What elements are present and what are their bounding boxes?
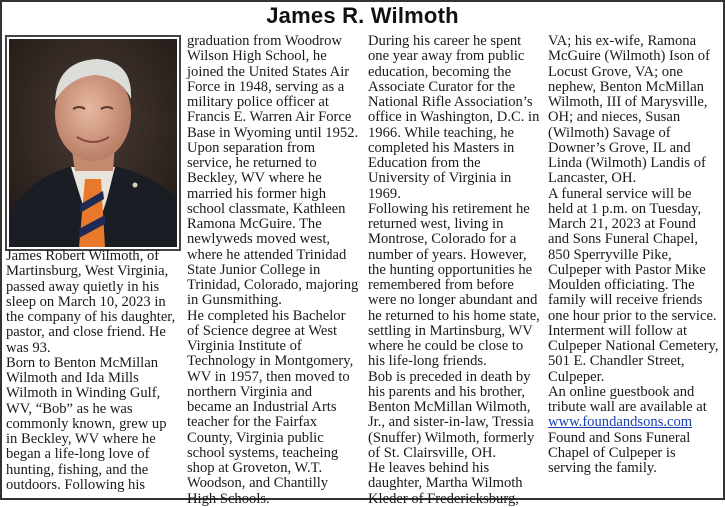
text-line: in Gunsmithing.	[187, 292, 282, 309]
text-line: held at 1 p.m. on Tuesday,	[548, 200, 702, 217]
text-line: Moulden officiating. The	[548, 277, 695, 293]
text-line: 1969.	[368, 185, 401, 202]
column-2	[187, 34, 358, 507]
text-line: OH; and nieces, Susan	[548, 109, 681, 126]
text-line: Ramona McGuire. The	[187, 216, 322, 232]
text-line: James Robert Wilmoth, of	[6, 248, 160, 264]
text-line: (Wilmoth) Savage of	[548, 124, 671, 141]
text-line: 1966. While teaching, he	[368, 124, 515, 141]
text-line: University of Virginia in	[368, 170, 512, 187]
text-line: teacher for the Fairfax	[187, 414, 318, 431]
text-line: settling in Martinsburg, WV	[368, 322, 533, 339]
text-line: Force in 1948, serving as a	[187, 78, 345, 95]
text-line: graduation from Woodrow	[187, 33, 343, 49]
text-line: were no longer abundant and	[368, 292, 538, 309]
text-line: Woodson, and Chantilly	[187, 475, 329, 492]
text-line: National Rifle Association’s	[368, 94, 533, 110]
text-line: the company of his daughter,	[6, 309, 176, 325]
text-line: began a life-long love of	[6, 446, 150, 463]
text-line: tribute wall are available at	[548, 399, 707, 415]
text-line: Wilmoth and Ida Mills	[6, 370, 139, 386]
text-line: WV, “Bob” as he was	[6, 400, 133, 417]
text-line: Wilmoth, III of Marysville,	[548, 94, 708, 110]
text-line: McGuire (Wilmoth) Ison of	[548, 48, 710, 65]
text-line: nephew, Benton McMillan	[548, 78, 704, 95]
text-line: remembered from before	[368, 277, 514, 293]
text-line: in Beckley, WV where he	[6, 431, 156, 447]
text-line: returned west, living in	[368, 216, 504, 232]
text-line: one year away from public	[368, 48, 525, 65]
text-line: Linda (Wilmoth) Landis of	[548, 155, 706, 171]
text-line: sleep on March 10, 2023 in	[6, 293, 166, 310]
portrait-photo	[5, 35, 181, 251]
text-line: married his former high	[187, 185, 327, 202]
text-line: Jr., and sister-in-law, Tressia	[368, 414, 534, 431]
text-line: joined the United States Air	[187, 63, 350, 80]
text-line: Lancaster, OH.	[548, 170, 637, 187]
text-line: Education from the	[368, 155, 481, 171]
text-line: Beckley, WV where he	[187, 170, 322, 187]
text-line: newlyweds moved west,	[187, 231, 331, 248]
guestbook-link[interactable]: www.foundandsons.com	[548, 414, 693, 431]
text-line: Upon separation from	[187, 139, 316, 156]
text-line: Locust Grove, VA; one	[548, 63, 683, 80]
column-1	[6, 249, 175, 493]
text-line: completed his Masters in	[368, 139, 515, 156]
text-line: Francis E. Warren Air Force	[187, 109, 352, 126]
text-line: school classmate, Kathleen	[187, 200, 346, 217]
text-line: Technology in Montgomery,	[187, 353, 354, 370]
text-line: hunting, fishing, and the	[6, 461, 149, 478]
text-line: State Junior College in	[187, 261, 321, 278]
text-line: 850 Sperryville Pike,	[548, 246, 672, 263]
text-line: office in Washington, D.C. in	[368, 109, 540, 126]
text-line: where he attended Trinidad	[187, 246, 347, 263]
text-line: Benton McMillan Wilmoth,	[368, 399, 531, 415]
obituary-title: James R. Wilmoth	[266, 3, 459, 28]
text-line: Culpeper with Pastor Mike	[548, 261, 706, 278]
text-line: VA; his ex-wife, Ramona	[548, 33, 697, 49]
text-line: Culpeper.	[548, 368, 605, 385]
text-line: Wilson High School, he	[187, 48, 327, 65]
text-line: Found and Sons Funeral	[548, 429, 691, 446]
text-line: his parents and his brother,	[368, 383, 526, 400]
text-line: He leaves behind his	[368, 460, 490, 476]
text-line: A funeral service will be	[548, 185, 692, 202]
text-line: was 93.	[6, 339, 51, 356]
text-line: of St. Clairsville, OH.	[368, 444, 497, 461]
text-line: High Schools.	[187, 490, 270, 507]
text-line: Kleder of Fredericksburg,	[368, 490, 519, 507]
text-line: Montrose, Colorado for a	[368, 231, 517, 248]
text-line: where he could be close to	[368, 338, 524, 354]
text-line: Bob is preceded in death by	[368, 368, 531, 385]
text-line: Associate Curator for the	[368, 78, 516, 95]
text-line: Following his retirement he	[368, 200, 530, 217]
text-line: one hour prior to the service.	[548, 307, 717, 324]
text-line: northern Virginia and	[187, 383, 313, 400]
text-line: family will receive friends	[548, 292, 703, 309]
text-line: of Science degree at West	[187, 322, 338, 339]
text-line: During his career he spent	[368, 33, 522, 49]
text-line: commonly known, grew up	[6, 415, 167, 432]
text-line: school systems, teacheing	[187, 444, 339, 461]
text-line: Martinsburg, West Virginia,	[6, 263, 169, 280]
text-line: WV in 1957, then moved to	[187, 368, 350, 385]
text-line: Culpeper National Cemetery,	[548, 338, 719, 354]
text-line: military police officer at	[187, 94, 329, 110]
text-line: An online guestbook and	[548, 383, 695, 400]
column-4	[548, 34, 718, 476]
text-line: his life-long friends.	[368, 353, 487, 370]
text-line: passed away quietly in his	[6, 278, 160, 295]
text-line: pastor, and close friend. He	[6, 324, 166, 341]
text-line: Born to Benton McMillan	[6, 354, 159, 371]
text-line: County, Virginia public	[187, 429, 324, 446]
text-line: Interment will follow at	[548, 322, 688, 339]
text-line: became an Industrial Arts	[187, 399, 337, 415]
text-line: he returned to his home state,	[368, 307, 540, 324]
text-line: Trinidad, Colorado, majoring	[187, 277, 359, 293]
text-line: (Snuffer) Wilmoth, formerly	[368, 429, 535, 446]
text-line: Wilmoth in Winding Gulf,	[6, 385, 161, 402]
portrait-image	[9, 39, 177, 247]
text-line: Chapel of Culpeper is	[548, 444, 676, 461]
column-3	[368, 34, 540, 507]
text-line: 501 E. Chandler Street,	[548, 353, 685, 370]
text-line: Downer’s Grove, IL and	[548, 139, 691, 156]
text-line: He completed his Bachelor	[187, 307, 346, 324]
text-line: outdoors. Following his	[6, 476, 146, 493]
text-line: daughter, Martha Wilmoth	[368, 475, 523, 492]
text-line: serving the family.	[548, 460, 657, 476]
text-line: the hunting opportunities he	[368, 261, 533, 278]
text-line: Base in Wyoming until 1952.	[187, 124, 359, 141]
text-line: number of years. However,	[368, 246, 527, 263]
text-line: shop at Groveton, W.T.	[187, 460, 323, 476]
text-line: March 21, 2023 at Found	[548, 216, 696, 232]
text-line: service, he returned to	[187, 155, 317, 171]
text-line: and Sons Funeral Chapel,	[548, 231, 698, 248]
text-line: Virginia Institute of	[187, 338, 302, 354]
text-line: education, becoming the	[368, 63, 512, 80]
